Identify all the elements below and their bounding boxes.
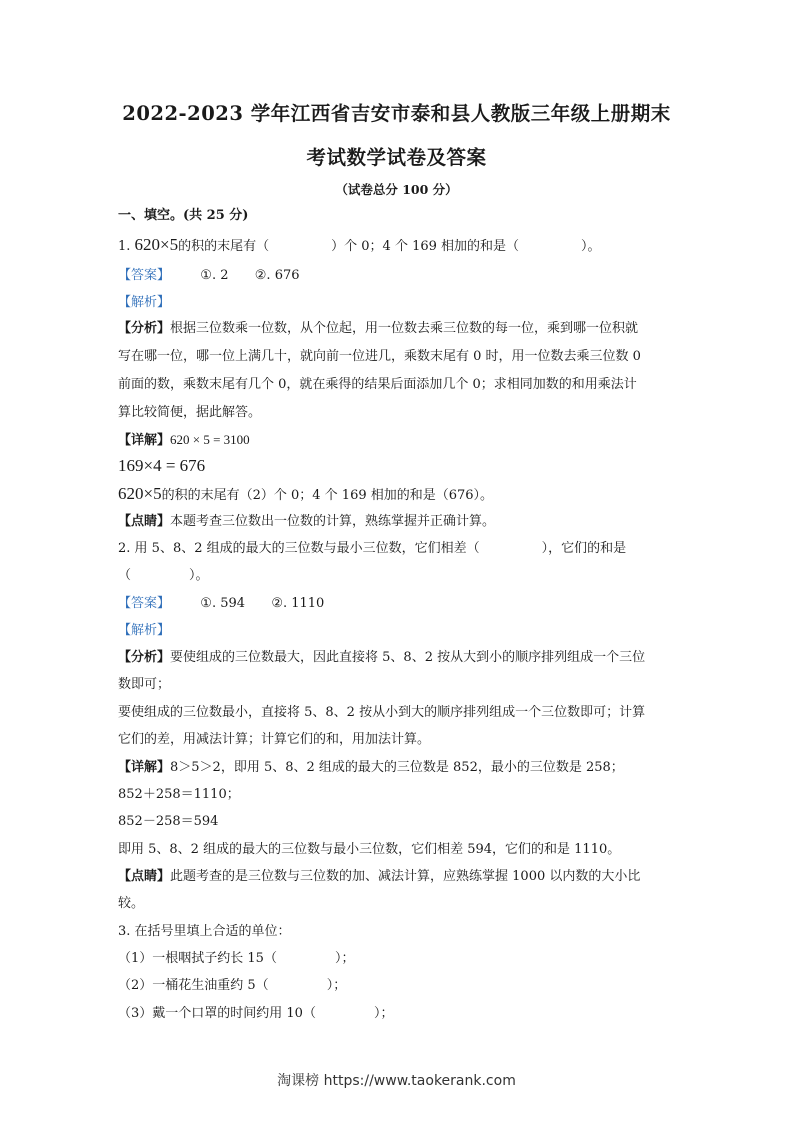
sub-question-text: ）； — [373, 1006, 394, 1021]
question-text: （ — [118, 568, 132, 583]
sub-question-text: （2）一桶花生油重约 5（ — [118, 978, 269, 993]
sub-question-text: （1）一根咽拭子约长 15（ — [118, 951, 277, 966]
question-text: 在括号里填上合适的单位： — [134, 924, 291, 939]
answer-value: ①. 594 — [200, 596, 246, 611]
sub-question-text: （3）戴一个口罩的时间约用 10（ — [118, 1006, 316, 1021]
fenxi-line: 要使组成的三位数最小，直接将 5、8、2 按从小到大的顺序排列组成一个三位数即可；计算 — [118, 705, 646, 720]
dianjing-text: 较。 — [118, 896, 145, 911]
question-2-cont — [118, 569, 209, 582]
conclusion-text: 的积的末尾有（2）个 0；4 个 169 相加的和是（676）。 — [161, 488, 494, 503]
answer-line — [118, 597, 324, 610]
answer-line — [118, 269, 300, 282]
question-text: 的积的末尾有（ — [178, 239, 270, 254]
key-point — [118, 870, 640, 883]
fenxi-line: 根据三位数乘一位数，从个位起，用一位数去乘三位数的每一位，乘到哪一位积就 — [170, 321, 639, 336]
xiangjie-text: 8＞5＞2，即用 5、8、2 组成的最大的三位数是 852，最小的三位数是 258； — [170, 760, 624, 775]
xiangjie-label: 【详解】 — [118, 433, 171, 448]
calculation: 852－258＝594 — [118, 814, 219, 829]
conclusion: 即用 5、8、2 组成的最大的三位数与最小三位数，它们相差 594，它们的和是 1110。 — [118, 842, 621, 857]
dianjing-text: 本题考查三位数出一位数的计算，熟练掌握并正确计算。 — [170, 514, 496, 529]
calculation: 620 × 5 = 3100 — [170, 432, 250, 447]
answer-value: ②. 1110 — [271, 596, 325, 611]
analysis-label: 【解析】 — [118, 623, 171, 638]
question-text: ），它们的和是 — [541, 541, 627, 556]
conclusion — [118, 485, 493, 502]
sub-question-3 — [118, 1007, 393, 1020]
answer-value: ①. 2 — [200, 268, 229, 283]
question-number: 2. — [118, 541, 131, 556]
total-score-note: （试卷总分 100 分） — [335, 182, 458, 197]
key-point — [118, 515, 495, 528]
question-text: ）。 — [189, 568, 209, 583]
sub-question-text: ）； — [326, 978, 347, 993]
question-3 — [118, 925, 291, 938]
calculation: 852＋258＝1110； — [118, 787, 240, 802]
fenxi-line: 要使组成的三位数最大，因此直接将 5、8、2 按从大到小的顺序排列组成一个三位 — [170, 650, 646, 665]
question-number: 3. — [118, 924, 131, 939]
detail-line — [118, 761, 624, 774]
fenxi-line: 算比较简便，据此解答。 — [118, 405, 262, 420]
section-heading: 一、填空。(共 25 分) — [118, 208, 249, 223]
question-2 — [118, 542, 626, 555]
math-expression: 620×5 — [118, 484, 162, 503]
fenxi-label: 【分析】 — [118, 321, 171, 336]
footer-watermark: 淘课榜 https://www.taokerank.com — [277, 1073, 516, 1089]
sub-question-text: ）； — [334, 951, 355, 966]
sub-question-1 — [118, 952, 354, 965]
fenxi-line: 写在哪一位，哪一位上满几十，就向前一位进几，乘数末尾有 0 时，用一位数去乘三位数 0 — [118, 349, 641, 364]
document-title-line1: 2022-2023 学年江西省吉安市泰和县人教版三年级上册期末 — [122, 102, 671, 125]
question-1 — [118, 236, 601, 253]
fenxi-line: 它们的差，用减法计算；计算它们的和，用加法计算。 — [118, 732, 431, 747]
question-text: ）。 — [581, 239, 601, 254]
dianjing-label: 【点睛】 — [118, 869, 171, 884]
fenxi-line: 前面的数，乘数末尾有几个 0，就在乘得的结果后面添加几个 0；求相同加数的和用乘法计 — [118, 377, 637, 392]
answer-label: 【答案】 — [118, 596, 171, 611]
detail-line — [118, 433, 250, 447]
fenxi-line: 数即可； — [118, 677, 171, 692]
answer-value: ②. 676 — [254, 268, 300, 283]
analysis-label: 【解析】 — [118, 295, 171, 310]
dianjing-label: 【点睛】 — [118, 514, 171, 529]
sub-question-2 — [118, 979, 346, 992]
question-text: ）个 0；4 个 169 相加的和是（ — [331, 239, 520, 254]
calculation: 169×4 = 676 — [118, 456, 206, 475]
analysis-text — [118, 651, 645, 664]
question-number: 1. — [118, 239, 131, 254]
answer-label: 【答案】 — [118, 268, 171, 283]
xiangjie-label: 【详解】 — [118, 760, 171, 775]
dianjing-text: 此题考查的是三位数与三位数的加、减法计算，应熟练掌握 1000 以内数的大小比 — [170, 869, 641, 884]
math-expression: 620×5 — [134, 235, 179, 254]
fenxi-label: 【分析】 — [118, 650, 171, 665]
question-text: 用 5、8、2 组成的最大的三位数与最小三位数，它们相差（ — [134, 541, 480, 556]
analysis-text — [118, 322, 638, 335]
document-title-line2: 考试数学试卷及答案 — [306, 146, 487, 169]
